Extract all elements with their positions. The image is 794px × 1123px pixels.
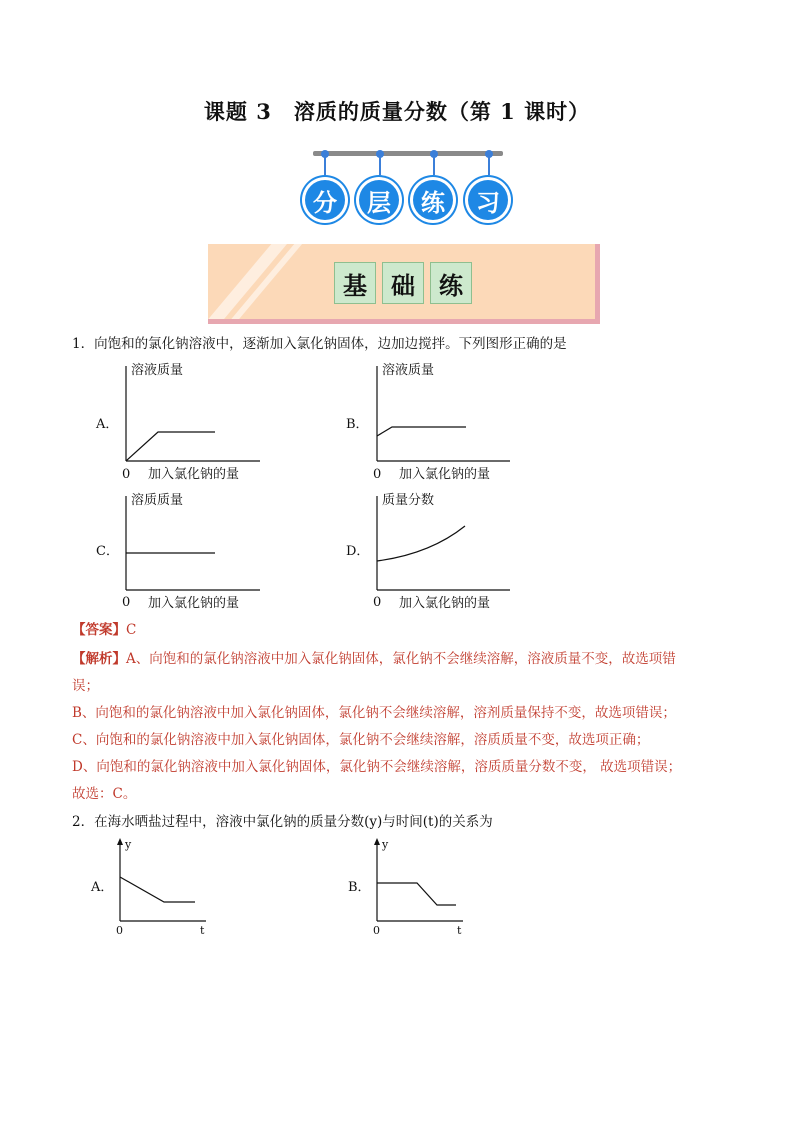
q2-option-b-label: B． bbox=[348, 880, 371, 895]
badge-rod bbox=[313, 151, 503, 156]
badge-pin bbox=[324, 153, 326, 175]
badge-fen: 分 bbox=[302, 177, 348, 223]
q1-b-ylabel: 溶液质量 bbox=[382, 363, 435, 378]
analysis-text: A、向饱和的氯化钠溶液中加入氯化钠固体，氯化钠不会继续溶解，溶液质量不变，故选项错 bbox=[126, 651, 676, 667]
badge-pin bbox=[433, 153, 435, 175]
q2-stem: 2．在海水晒盐过程中，溶液中氯化钠的质量分数(y)与时间(t)的关系为 bbox=[72, 814, 493, 830]
q1-b-origin: 0 bbox=[373, 467, 382, 482]
q1-analysis-line-6: 故选：C。 bbox=[72, 786, 137, 802]
q1-graph-d bbox=[340, 488, 540, 618]
q1-d-ylabel: 质量分数 bbox=[382, 493, 435, 508]
badge-pin bbox=[379, 153, 381, 175]
q1-d-curve bbox=[377, 526, 465, 561]
q2-graph-b bbox=[345, 836, 485, 936]
q1-a-origin: 0 bbox=[122, 467, 131, 482]
q1-d-xlabel: 加入氯化钠的量 bbox=[399, 596, 491, 611]
badge-ceng: 层 bbox=[356, 177, 402, 223]
q2-b-ylabel: y bbox=[382, 838, 389, 851]
q1-option-b-label: B． bbox=[346, 417, 369, 432]
page-title: 课题 3 溶质的质量分数（第 1 课时） bbox=[203, 99, 591, 124]
q1-a-curve bbox=[126, 432, 215, 461]
section-tile-ji: 基 bbox=[334, 262, 376, 304]
q1-analysis-line-5: D、向饱和的氯化钠溶液中加入氯化钠固体，氯化钠不会继续溶解，溶质质量分数不变， 故选项错误； bbox=[72, 759, 682, 775]
q1-analysis-line-1 bbox=[72, 649, 676, 669]
answer-tag: 【答案】 bbox=[72, 622, 126, 638]
badge-xi: 习 bbox=[465, 177, 511, 223]
q2-a-origin: 0 bbox=[116, 924, 123, 936]
analysis-tag: 【解析】 bbox=[72, 651, 126, 667]
q1-a-xlabel: 加入氯化钠的量 bbox=[148, 467, 240, 482]
q1-graph-c bbox=[90, 488, 290, 618]
q2-option-a-label: A． bbox=[91, 880, 114, 895]
q2-a-curve bbox=[120, 877, 195, 902]
section-tile-chu: 础 bbox=[382, 262, 424, 304]
badge-pin bbox=[488, 153, 490, 175]
q1-option-a-label: A． bbox=[96, 417, 119, 432]
q2-b-xlabel: t bbox=[457, 924, 462, 936]
badge-lian: 练 bbox=[410, 177, 456, 223]
q1-answer bbox=[72, 620, 136, 640]
q1-b-curve bbox=[377, 427, 466, 436]
q1-analysis-line-4: C、向饱和的氯化钠溶液中加入氯化钠固体，氯化钠不会继续溶解，溶质质量不变，故选项正确； bbox=[72, 732, 650, 748]
q2-b-origin: 0 bbox=[373, 924, 380, 936]
q1-stem: 1．向饱和的氯化钠溶液中，逐渐加入氯化钠固体，边加边搅拌。下列图形正确的是 bbox=[72, 336, 567, 352]
q2-graph-a bbox=[88, 836, 228, 936]
q1-c-origin: 0 bbox=[122, 595, 131, 610]
q1-d-origin: 0 bbox=[373, 595, 382, 610]
q2-b-curve bbox=[377, 883, 456, 905]
q1-option-d-label: D． bbox=[346, 544, 370, 559]
q1-b-xlabel: 加入氯化钠的量 bbox=[399, 467, 491, 482]
q2-a-ylabel: y bbox=[125, 838, 132, 851]
q1-c-xlabel: 加入氯化钠的量 bbox=[148, 596, 240, 611]
q2-a-xlabel: t bbox=[200, 924, 205, 936]
q1-a-ylabel: 溶液质量 bbox=[131, 363, 184, 378]
answer-value: C bbox=[126, 622, 137, 638]
q1-option-c-label: C． bbox=[96, 544, 119, 559]
q1-graph-b bbox=[340, 360, 540, 490]
q1-c-ylabel: 溶质质量 bbox=[131, 493, 184, 508]
q1-graph-a bbox=[90, 360, 290, 490]
q1-analysis-line-2: 误； bbox=[72, 678, 99, 694]
q1-analysis-line-3: B、向饱和的氯化钠溶液中加入氯化钠固体，氯化钠不会继续溶解，溶剂质量保持不变，故选项错误； bbox=[72, 705, 676, 721]
section-tile-lian: 练 bbox=[430, 262, 472, 304]
